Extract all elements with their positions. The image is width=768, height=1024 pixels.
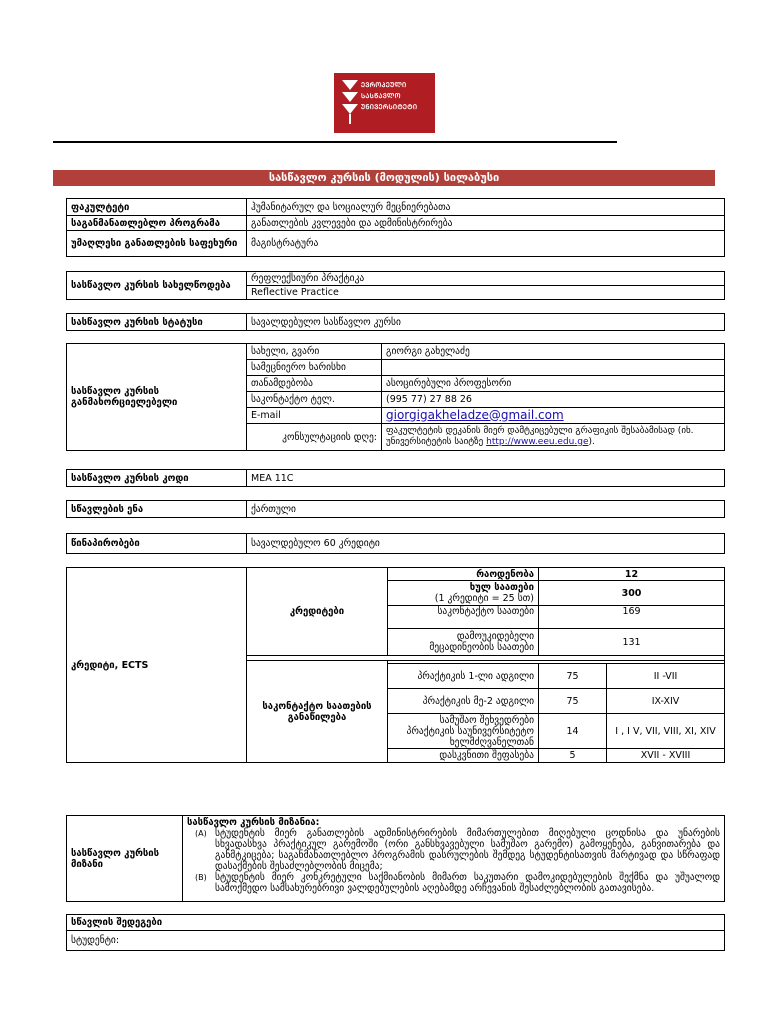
prereq-table <box>66 533 725 554</box>
aims-content <box>183 816 725 902</box>
code-label: სასწავლო კურსის კოდი <box>67 470 247 487</box>
faculty-label: ფაკულტეტი <box>67 199 247 216</box>
code-table <box>66 469 725 487</box>
program-label: საგანმანათლებლო პროგრამა <box>67 216 247 231</box>
distribution-weeks: XVII - XVIII <box>607 749 725 763</box>
lecturer-label: სასწავლო კურსის განმახორციელებელი <box>67 344 247 451</box>
language-value: ქართული <box>247 501 725 518</box>
aims-list <box>187 828 720 894</box>
credits-label: კრედიტები <box>247 568 388 656</box>
logo-line-1: ᲔᲕᲠᲝᲞᲔᲣᲚᲘ <box>361 81 407 89</box>
consultation-label: კონსულტაციის დღე: <box>247 424 382 451</box>
email-link[interactable]: giorgigakheladze@gmail.com <box>386 407 564 422</box>
total-hours-label: ხულ საათები <box>469 582 534 593</box>
lecturer-row-label: თანამდებობა <box>247 376 382 392</box>
lecturer-row-value <box>382 360 725 376</box>
aim-text: სტუდენტის მიერ განათლების ადმინისტრირების მიმართულებით მიღებული ცოდნისა და უნარების სხვადასხვა პრაქტიკულ გარემოში (ორი განსხვავებული სამუშაო გარემო) გამოყენება, განვითარება და განმტკიცება; საგანმანათლებლო პროგრამის დასრულების შემდეგ სტუდენტისათვის მარტივად და სწრაფად დასაქმების შესაძლებლობის მიცემა; <box>215 828 720 872</box>
lecturer-row-label: სამეცნიერო ხარისხი <box>247 360 382 376</box>
consultation-value <box>382 424 725 451</box>
distribution-hours: 14 <box>539 714 607 749</box>
total-hours-note: (1 კრედიტი = 25 სთ) <box>434 593 534 604</box>
level-label: უმაღლესი განათლების საფეხური <box>67 231 247 257</box>
lecturer-row-label: საკონტაქტო ტელ. <box>247 392 382 408</box>
course-name-label: სასწავლო კურსის სახელწოდება <box>67 272 247 300</box>
outcomes-table <box>66 914 725 951</box>
aim-item <box>187 828 720 872</box>
independent-hours-value: 131 <box>539 629 725 656</box>
course-name-en: Reflective Practice <box>247 286 725 300</box>
distribution-hours: 75 <box>539 664 607 689</box>
status-table <box>66 313 725 331</box>
lecturer-row-value: (995 77) 27 88 26 <box>382 392 725 408</box>
total-hours-cell <box>388 581 539 606</box>
status-value: სავალდებულო სასწავლო კურსი <box>247 314 725 331</box>
prereq-label: წინაპირობები <box>67 534 247 554</box>
distribution-label: პრაქტიკის 1-ლი ადგილი <box>388 664 539 689</box>
lecturer-row-label: სახელი, გვარი <box>247 344 382 360</box>
aim-marker: (B) <box>195 873 207 882</box>
distribution-hours: 75 <box>539 689 607 714</box>
distribution-weeks: II -VII <box>607 664 725 689</box>
distribution-hours: 5 <box>539 749 607 763</box>
document-title: სასწავლო კურსის (მოდულის) სილაბუსი <box>53 170 715 186</box>
amount-label: რაოდენობა <box>388 568 539 581</box>
distribution-weeks: IX-XIV <box>607 689 725 714</box>
lecturer-row-value: ასოცირებული პროფესორი <box>382 376 725 392</box>
contact-hours-value: 169 <box>539 606 725 629</box>
program-value: განათლების კვლევები და ადმინისტრირება <box>247 216 725 231</box>
logo-arrows-icon <box>342 80 358 126</box>
prereq-value: სავალდებულო 60 კრედიტი <box>247 534 725 554</box>
total-hours-value: 300 <box>539 581 725 606</box>
aims-label: სასწავლო კურსის მიზანი <box>67 816 183 902</box>
university-logo <box>334 73 435 133</box>
aim-marker: (A) <box>195 829 207 838</box>
aim-text: სტუდენტის მიერ კონკრეტული საქმიანობის მიმართ საკუთარი დამოკიდებულების შექმნა და უშუალოდ სამოქმედო სამსახურებრივი ვალდებულების აღებამდე არჩევანის შესაძლებლობის გათავისება. <box>215 872 720 894</box>
lecturer-row-value: გიორგი გახელაძე <box>382 344 725 360</box>
lecturer-row-label: E-mail <box>247 408 382 424</box>
course-name-table <box>66 271 725 300</box>
contact-hours-label: საკონტაქტო საათები <box>388 606 539 629</box>
independent-hours-label: დამოუკიდებელი მეცადინეობის საათები <box>388 629 539 656</box>
logo-line-2: ᲡᲐᲡᲬᲐᲕᲚᲝ <box>361 92 401 100</box>
lecturer-table <box>66 343 725 451</box>
aim-item <box>187 872 720 894</box>
header-divider <box>53 141 617 143</box>
code-value: MEA 11C <box>247 470 725 487</box>
logo-line-3: ᲣᲜᲘᲕᲔᲠᲡᲘᲢᲔᲢᲘ <box>361 103 418 111</box>
general-info-table <box>66 198 725 257</box>
credits-table <box>66 567 725 763</box>
distribution-label: დასკვნითი შეფასება <box>388 749 539 763</box>
faculty-value: ჰუმანიტარულ და სოციალურ მეცნიერებათა <box>247 199 725 216</box>
ects-label: კრედიტი, ECTS <box>67 568 247 763</box>
distribution-weeks: I , I V, VII, VIII, XI, XIV <box>607 714 725 749</box>
course-name-ka: რეფლექსიური პრაქტიკა <box>247 272 725 286</box>
outcomes-first-line: სტუდენტი: <box>67 931 725 951</box>
distribution-label: სამუშაო შეხვედრები პრაქტიკის საუნივერსიტეტო ხელმძღვანელთან <box>388 714 539 749</box>
language-table <box>66 500 725 518</box>
language-label: სწავლების ენა <box>67 501 247 518</box>
aims-table <box>66 815 725 902</box>
level-value: მაგისტრატურა <box>247 231 725 257</box>
university-site-link[interactable]: http://www.eeu.edu.ge <box>486 437 589 447</box>
aims-heading: სასწავლო კურსის მიზანია: <box>187 817 320 828</box>
consultation-text: ფაკულტეტის დეკანის მიერ დამტკიცებული გრაფიკის შესაბამისად (იხ. უნივერსიტეტის საიტზე <box>386 426 694 447</box>
distribution-label: პრაქტიკის მე-2 ადგილი <box>388 689 539 714</box>
outcomes-label: სწავლის შედეგები <box>67 915 725 931</box>
status-label: სასწავლო კურსის სტატუსი <box>67 314 247 331</box>
amount-value: 12 <box>539 568 725 581</box>
contact-distribution-label: საკონტაქტო საათების განაწილება <box>247 661 388 763</box>
consultation-end: ). <box>588 437 595 447</box>
